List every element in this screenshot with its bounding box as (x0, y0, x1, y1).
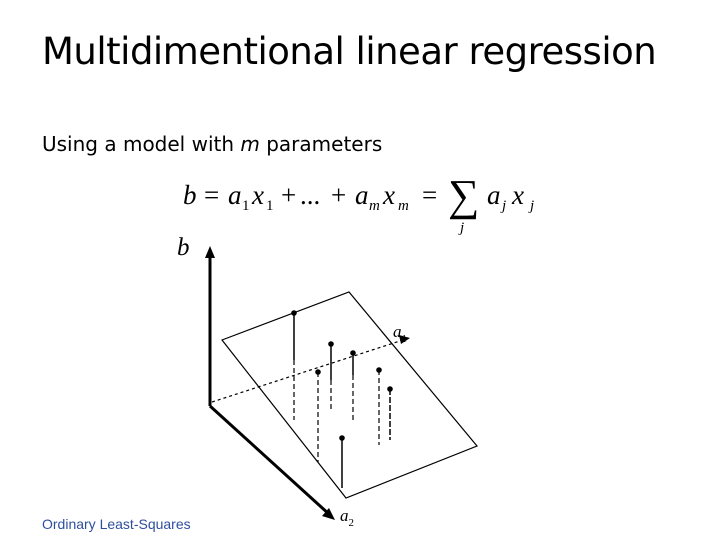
axis-a2-label (340, 506, 354, 529)
eq-am-sub: m (369, 198, 380, 214)
data-point (350, 350, 356, 356)
subtitle-suffix: parameters (266, 132, 383, 156)
residual-4 (350, 350, 356, 420)
eq-plus-2: + (331, 180, 347, 210)
data-point (376, 367, 382, 373)
axis-a1-letter: a (393, 322, 402, 341)
axis-a1 (212, 340, 403, 402)
eq-dots: ... (300, 180, 321, 210)
eq-am: a (355, 180, 369, 210)
eq-xm-sub: m (398, 198, 409, 214)
eq-equals-2: = (422, 180, 438, 210)
axis-a2 (210, 406, 330, 515)
eq-sigma-index: j (460, 220, 465, 236)
eq-aj: a (487, 180, 501, 210)
slide-footer: Ordinary Least-Squares (42, 516, 191, 532)
subtitle-prefix: Using a model with (42, 132, 235, 156)
eq-xj-sub: j (530, 198, 535, 214)
residual-1 (291, 310, 297, 420)
eq-xj: x (512, 180, 524, 210)
axis-a1-label (393, 322, 407, 345)
data-point (315, 369, 321, 375)
eq-plus-1: + (281, 180, 297, 210)
residual-6 (387, 386, 393, 440)
data-point (328, 341, 334, 347)
axis-a2-letter: a (340, 506, 349, 525)
axis-b-label: b (177, 234, 190, 261)
eq-sigma: ∑ (448, 171, 480, 220)
eq-a1-sub: 1 (242, 198, 250, 214)
data-point (339, 435, 345, 441)
residual-5 (376, 367, 382, 445)
eq-a1: a (228, 180, 242, 210)
data-point (291, 310, 297, 316)
subtitle-variable: m (240, 132, 260, 156)
model-equation (183, 171, 534, 236)
data-point (387, 386, 393, 392)
eq-x1: x (252, 180, 264, 210)
axis-a2-sub: 2 (348, 517, 354, 529)
eq-equals: = (204, 180, 220, 210)
residual-2 (315, 369, 321, 462)
eq-aj-sub: j (502, 198, 507, 214)
slide-title: Multidimentional linear regression (42, 30, 657, 73)
axis-a1-sub: 1 (401, 333, 407, 345)
regression-plane (222, 292, 477, 498)
eq-xm: x (383, 180, 395, 210)
axis-b-arrowhead (205, 246, 215, 258)
residual-7 (339, 435, 345, 488)
eq-x1-sub: 1 (266, 198, 274, 214)
residual-3 (328, 341, 334, 410)
eq-lhs: b (183, 180, 197, 210)
